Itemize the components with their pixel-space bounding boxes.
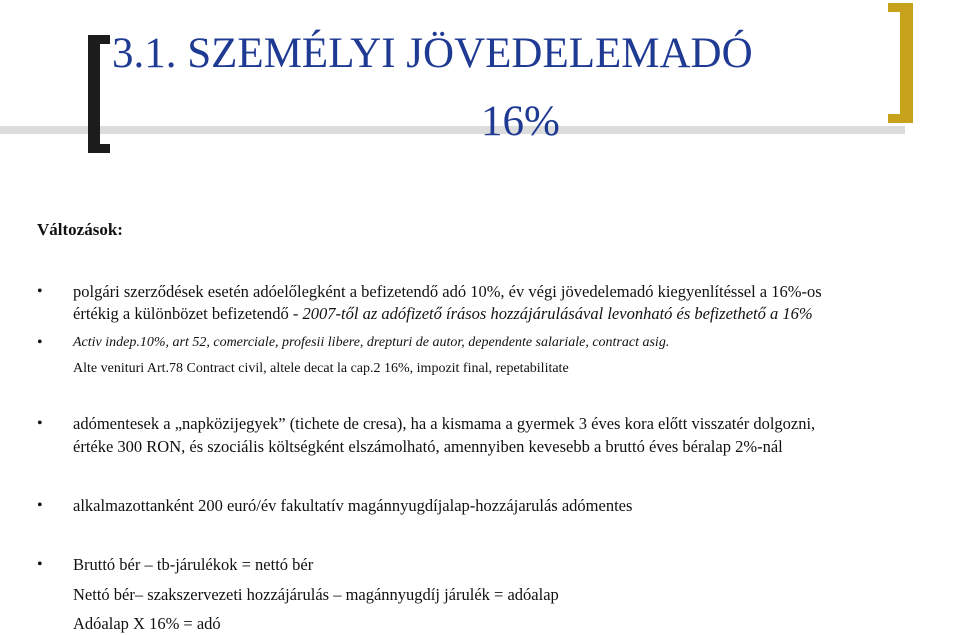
right-bracket-top: [888, 3, 913, 12]
bullet-2-line-2: Alte venituri Art.78 Contract civil, altele decat la cap.2 16%, impozit final, repetabilitate: [73, 361, 569, 376]
bullet-icon: •: [37, 556, 43, 573]
right-bracket-decoration: [900, 3, 913, 123]
bullet-icon: •: [37, 415, 43, 432]
bullet-5-line-3: Adóalap X 16% = adó: [73, 614, 221, 633]
bullet-icon: •: [37, 497, 43, 514]
page-title-rate: 16%: [481, 98, 560, 145]
bullet-2-line-1: Activ indep.10%, art 52, comerciale, profesii libere, drepturi de autor, dependente salariale, contract asig.: [73, 335, 670, 350]
left-bracket-decoration: [88, 35, 100, 153]
left-bracket-bottom: [88, 144, 110, 153]
bullet-3-line-1: adómentesek a „napközijegyek” (tichete de cresa), ha a kismama a gyermek 3 éves kora előtt visszatér dolgozni,: [73, 414, 816, 433]
bullet-icon: •: [37, 334, 43, 351]
bullet-1-line-1: polgári szerződések esetén adóelőlegként a befizetendő adó 10%, év végi jövedelemadó kiegyenlítéssel a 16%-os: [73, 282, 822, 301]
bullet-1-line-2-italic: - 2007-től az adófizető írásos hozzájárulásával levonható és befizethető a 16%: [288, 304, 813, 323]
bullet-1-line-2-normal: értékig a különbözet befizetendő: [73, 304, 289, 323]
left-bracket-top: [88, 35, 110, 44]
bullet-1-line-2: [73, 303, 813, 325]
title-underline-bar: [0, 126, 905, 134]
bullet-5-line-2: Nettó bér– szakszervezeti hozzájárulás – magánnyugdíj járulék = adóalap: [73, 585, 559, 604]
section-label: Változások:: [37, 220, 123, 239]
bullet-3-line-2: értéke 300 RON, és szociális költségként elszámolható, amennyiben kevesebb a bruttó éves béralap 2%-nál: [73, 437, 783, 456]
bullet-icon: •: [37, 283, 43, 300]
page-title: 3.1. SZEMÉLYI JÖVEDELEMADÓ: [112, 30, 753, 77]
right-bracket-bottom: [888, 114, 913, 123]
bullet-5-line-1: Bruttó bér – tb-járulékok = nettó bér: [73, 555, 314, 574]
bullet-4-line-1: alkalmazottanként 200 euró/év fakultatív magánnyugdíjalap-hozzájarulás adómentes: [73, 496, 633, 515]
